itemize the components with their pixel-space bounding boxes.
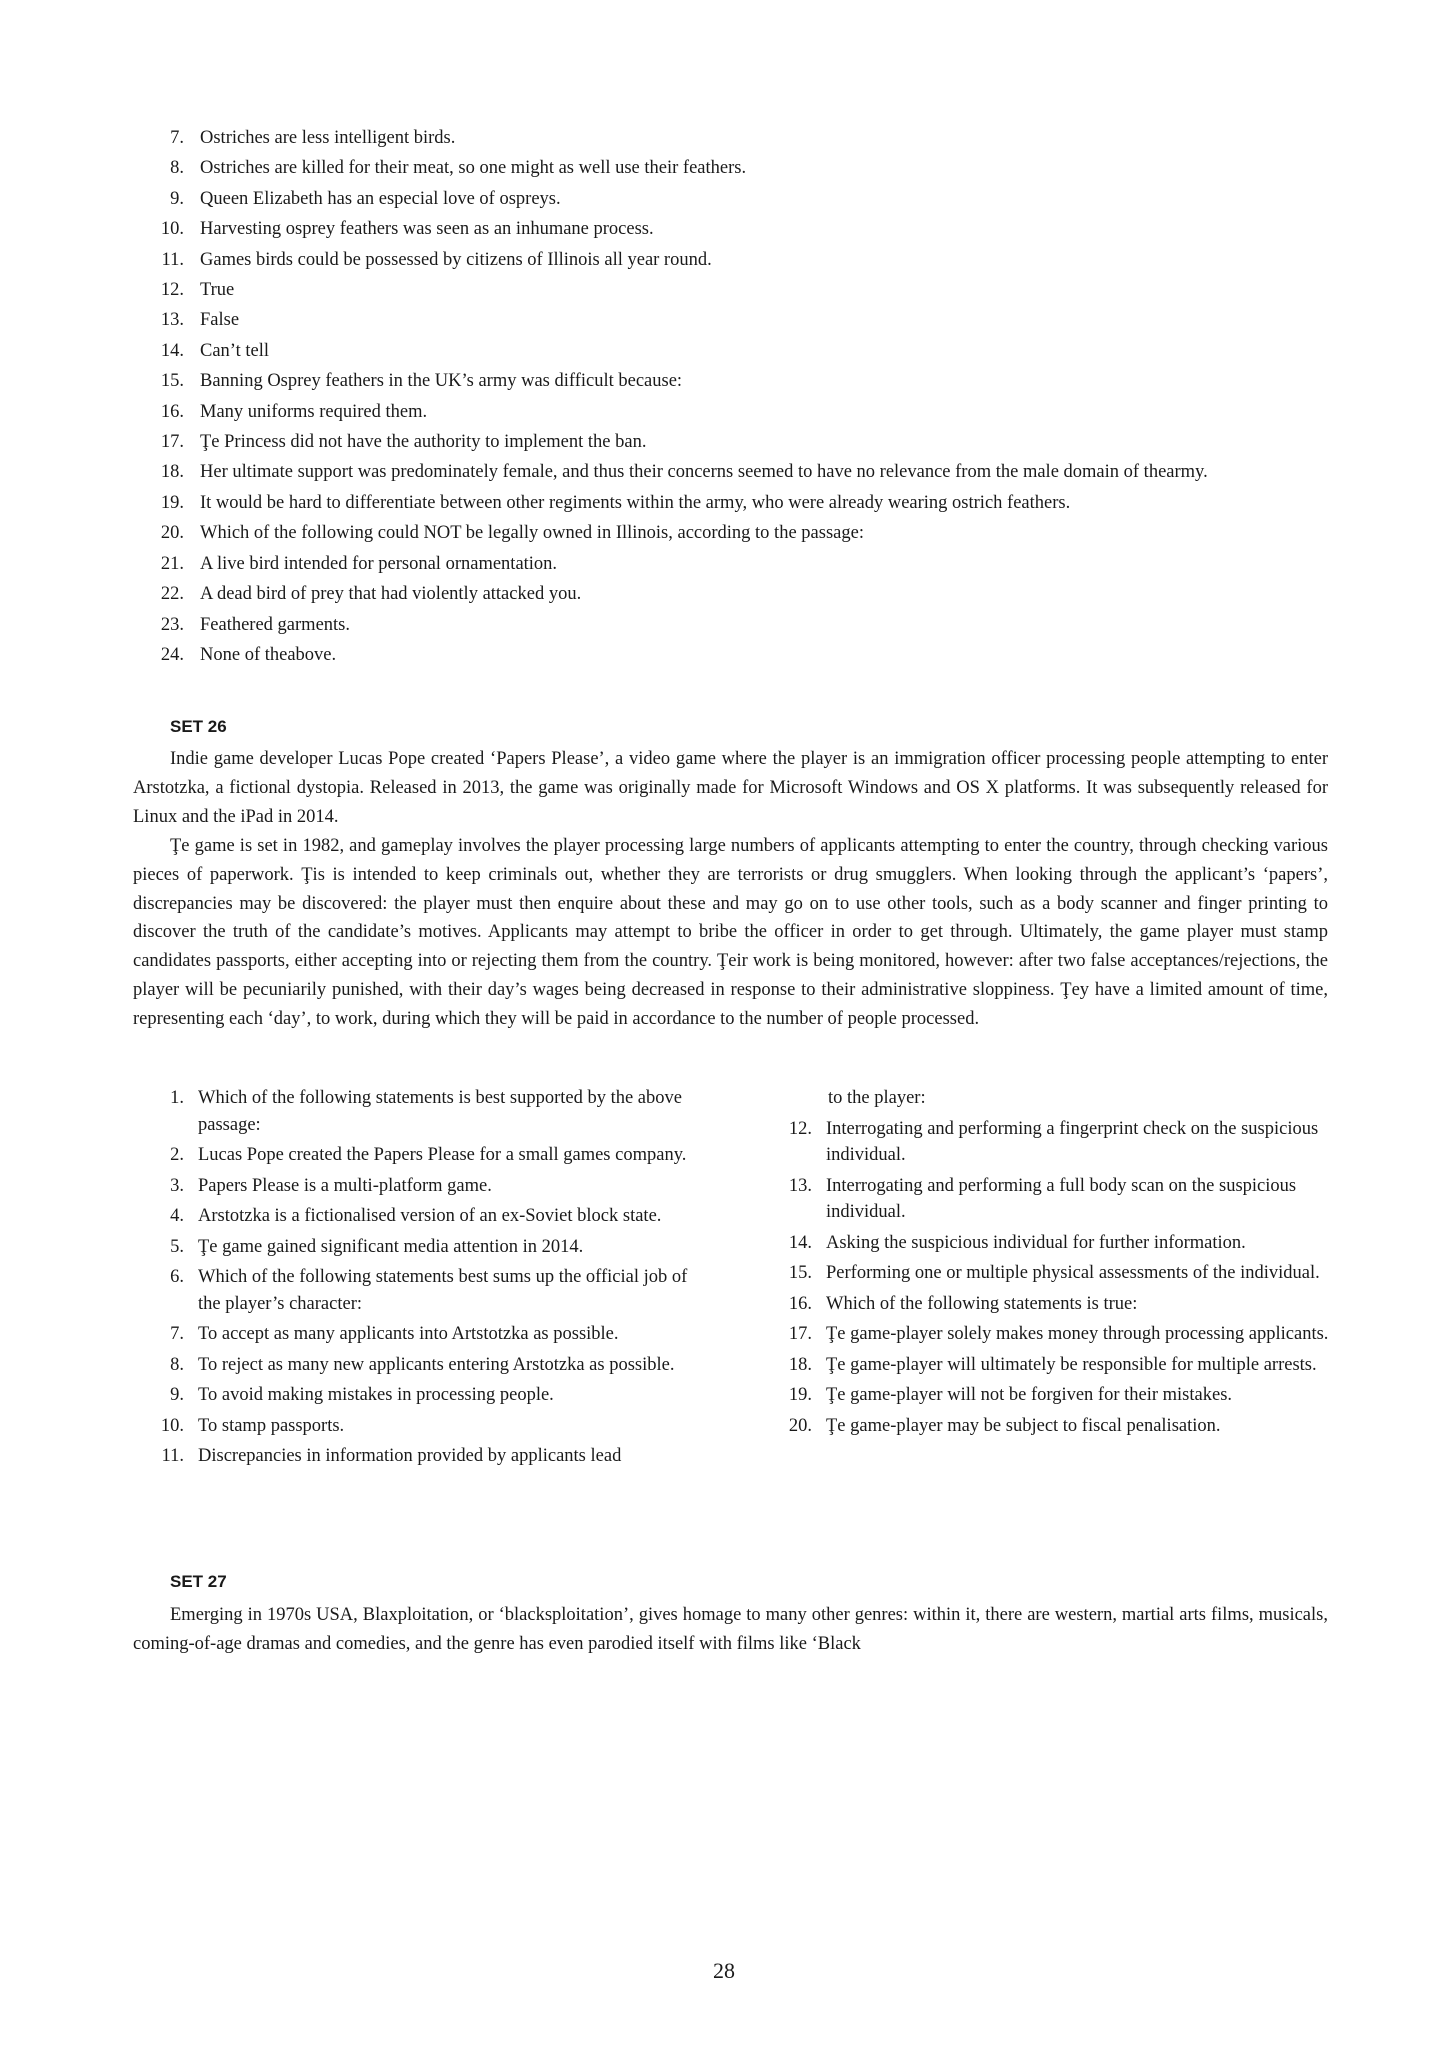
list-item: 24. None of theabove. [160, 644, 337, 665]
list-item-continuation: to the player: [828, 1088, 926, 1108]
question-list-right [790, 1085, 1335, 1443]
list-item: 3. Papers Please is a multi-platform game. [170, 1175, 492, 1196]
set-27-heading: SET 27 [170, 1572, 227, 1591]
list-item: 18. Ţe game-player will ultimately be responsible for multiple arrests. [788, 1354, 1317, 1375]
list-item: 8. Ostriches are killed for their meat, so one might as well use their feathers. [170, 158, 747, 179]
passage-paragraph: Emerging in 1970s USA, Blaxploitation, or ‘blacksploitation’, gives homage to many other genres: within it, there are western, martial arts films, musicals, coming-of-age dramas and comedies, and the genre has even parodied itself with films like ‘Black [133, 1605, 1328, 1654]
list-item: 23. Feathered garments. [160, 614, 350, 635]
page-number: 28 [713, 1958, 735, 1983]
list-item: 18. Her ultimate support was predominately female, and thus their concerns seemed to have no relevance from the male domain of thearmy. [160, 462, 1208, 483]
list-item: 16. Many uniforms required them. [160, 401, 428, 422]
list-item: 19. It would be hard to differentiate between other regiments within the army, who were already wearing ostrich feathers. [160, 492, 1071, 513]
list-item: 15. Banning Osprey feathers in the UK’s army was difficult because: [160, 371, 683, 392]
list-item: 6. Which of the following statements best sums up the official job of the player’s character: [170, 1267, 688, 1314]
question-list-left [160, 1085, 700, 1474]
set-26-heading: SET 26 [170, 717, 227, 736]
list-item: 13. False [160, 310, 240, 331]
list-item: 12. True [160, 280, 235, 301]
set-26-passage [133, 745, 1328, 1034]
question-list-top [160, 123, 1340, 670]
list-item: 10. Harvesting osprey feathers was seen as an inhumane process. [160, 219, 654, 240]
list-item: 12. Interrogating and performing a fingerprint check on the suspicious individual. [788, 1118, 1319, 1165]
list-item: 11. Games birds could be possessed by citizens of Illinois all year round. [161, 249, 712, 270]
passage-paragraph: Indie game developer Lucas Pope created ‘Papers Please’, a video game where the player is an immigration officer processing people attempting to enter Arstotzka, a fictional dystopia. Released in 2013, the game was originally made for Microsoft Windows and OS X platforms. It was subsequently released for Linux and the iPad in 2014. [133, 749, 1328, 827]
list-item: 14. Can’t tell [160, 340, 270, 361]
list-item: 11. Discrepancies in information provided by applicants lead [161, 1446, 622, 1466]
list-item: 19. Ţe game-player will not be forgiven for their mistakes. [788, 1385, 1233, 1405]
list-item: 17. Ţe Princess did not have the authority to implement the ban. [160, 432, 647, 453]
set-27-passage [133, 1601, 1328, 1659]
list-item: 21. A live bird intended for personal ornamentation. [160, 553, 558, 574]
list-item: 9. To avoid making mistakes in processing people. [170, 1385, 554, 1405]
list-item: 20. Which of the following could NOT be legally owned in Illinois, according to the passage: [160, 523, 864, 544]
list-item: 5. Ţe game gained significant media attention in 2014. [170, 1236, 584, 1257]
list-item: 15. Performing one or multiple physical assessments of the individual. [788, 1263, 1320, 1283]
list-item: 1. Which of the following statements is best supported by the above passage: [170, 1088, 682, 1135]
list-item: 7. To accept as many applicants into Artstotzka as possible. [170, 1324, 619, 1344]
list-item: 2. Lucas Pope created the Papers Please for a small games company. [170, 1145, 687, 1165]
list-item: 22. A dead bird of prey that had violently attacked you. [160, 584, 582, 605]
list-item: 10. To stamp passports. [160, 1415, 345, 1436]
passage-paragraph: Ţe game is set in 1982, and gameplay involves the player processing large numbers of applicants attempting to enter the country, through checking various pieces of paperwork. Ţis is intended to keep criminals out, whether they are terrorists or drug smugglers. When looking through the applicant’s ‘papers’, discrepancies may be discovered: the player must then enquire about these and may go on to use other tools, such as a body scanner and finger printing to discover the truth of the candidate’s motives. Applicants may attempt to bribe the officer in order to get through. Ultimately, the game player must stamp candidates passports, either accepting into or rejecting them from the country. Ţeir work is being monitored, however: after two false acceptances/rejections, the player will be pecuniarily punished, with their day’s wages being decreased in response to their administrative sloppiness. Ţey have a limited amount of time, representing each ‘day’, to work, during which they will be paid in accordance to the number of people processed. [133, 835, 1328, 1030]
list-item: 13. Interrogating and performing a full body scan on the suspicious individual. [788, 1175, 1297, 1222]
list-item: 16. Which of the following statements is true: [788, 1293, 1138, 1314]
list-item: 20. Ţe game-player may be subject to fiscal penalisation. [788, 1415, 1221, 1436]
list-item: 4. Arstotzka is a fictionalised version of an ex-Soviet block state. [170, 1206, 662, 1226]
list-item: 17. Ţe game-player solely makes money through processing applicants. [788, 1324, 1329, 1344]
list-item: 7. Ostriches are less intelligent birds. [170, 128, 456, 148]
list-item: 14. Asking the suspicious individual for further information. [788, 1232, 1246, 1253]
list-item: 9. Queen Elizabeth has an especial love of ospreys. [170, 188, 561, 209]
list-item: 8. To reject as many new applicants entering Arstotzka as possible. [170, 1354, 675, 1375]
